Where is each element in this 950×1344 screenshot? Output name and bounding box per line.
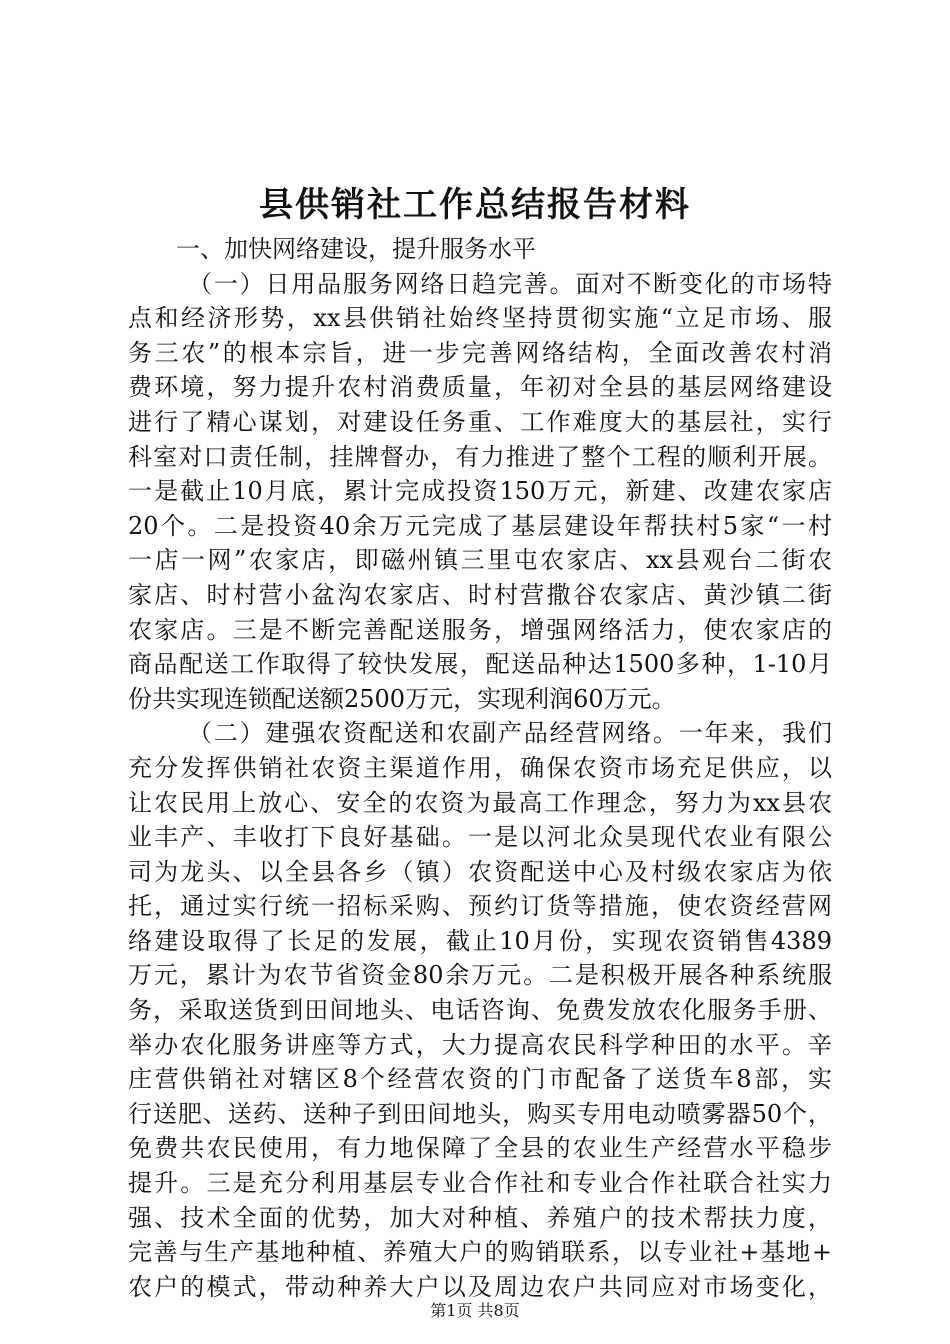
paragraph-line: 让农民用上放心、安全的农资为最高工作理念，努力为xx县农 [128,788,832,817]
paragraph-line: 费环境，努力提升农村消费质量，年初对全县的基层网络建设 [128,373,832,402]
paragraph-line: 20个。二是投资40余万元完成了基层建设年帮扶村5家“一村 [128,511,832,540]
document-body [128,232,832,1304]
paragraph-line: 充分发挥供销社农资主渠道作用，确保农资市场充足供应，以 [128,753,832,782]
paragraph-line: 行送肥、送药、送种子到田间地头，购买专用电动喷雾器50个， [128,1099,832,1128]
paragraph-line: 免费共农民使用，有力地保障了全县的农业生产经营水平稳步 [128,1134,832,1163]
paragraph-line: 务，采取送货到田间地头、电话咨询、免费发放农化服务手册、 [128,996,832,1025]
page-footer: 第1页 共8页 [430,1301,520,1320]
paragraph-line: 提升。三是充分利用基层专业合作社和专业合作社联合社实力 [128,1169,832,1198]
paragraph-line: （一）日用品服务网络日趋完善。面对不断变化的市场特 [188,269,832,298]
paragraph-line: 科室对口责任制，挂牌督办，有力推进了整个工程的顺利开展。 [128,442,832,471]
paragraph-line: 庄营供销社对辖区8个经营农资的门市配备了送货车8部，实 [128,1065,832,1094]
paragraph-line: （二）建强农资配送和农副产品经营网络。一年来，我们 [188,719,832,748]
paragraph-line: 完善与生产基地种植、养殖大户的购销联系，以专业社+基地+ [128,1238,832,1267]
paragraph-line: 点和经济形势，xx县供销社始终坚持贯彻实施“立足市场、服 [128,304,832,333]
paragraph-line: 举办农化服务讲座等方式，大力提高农民科学种田的水平。辛 [128,1030,832,1059]
paragraph-line: 农家店。三是不断完善配送服务，增强网络活力，使农家店的 [128,615,832,644]
paragraph-line: 商品配送工作取得了较快发展，配送品种达1500多种，1-10月 [128,650,832,679]
section-heading: 一、加快网络建设，提升服务水平 [176,235,536,263]
paragraph-line: 司为龙头、以全县各乡（镇）农资配送中心及村级农家店为依 [128,857,832,886]
paragraph-line: 托，通过实行统一招标采购、预约订货等措施，使农资经营网 [128,892,832,921]
paragraph-line: 一是截止10月底，累计完成投资150万元，新建、改建农家店 [128,477,832,506]
paragraph-line: 络建设取得了长足的发展，截止10月份，实现农资销售4389 [128,926,832,955]
paragraph-line: 进行了精心谋划，对建设任务重、工作难度大的基层社，实行 [128,407,832,436]
paragraph-line: 家店、时村营小盆沟农家店、时村营撒谷农家店、黄沙镇二街 [128,580,832,609]
paragraph-line: 份共实现连锁配送额2500万元，实现利润60万元。 [128,684,676,713]
document-title: 县供销社工作总结报告材料 [259,185,691,225]
paragraph-line: 强、技术全面的优势，加大对种植、养殖户的技术帮扶力度， [128,1203,832,1232]
paragraph-line: 农户的模式，带动种养大户以及周边农户共同应对市场变化， [128,1272,832,1301]
paragraph-line: 万元，累计为农节省资金80余万元。二是积极开展各种系统服 [128,961,832,990]
paragraph-line: 一店一网”农家店，即磁州镇三里屯农家店、xx县观台二街农 [128,546,832,575]
paragraph-line: 务三农”的根本宗旨，进一步完善网络结构，全面改善农村消 [128,338,832,367]
paragraph-line: 业丰产、丰收打下良好基础。一是以河北众昊现代农业有限公 [128,823,832,852]
